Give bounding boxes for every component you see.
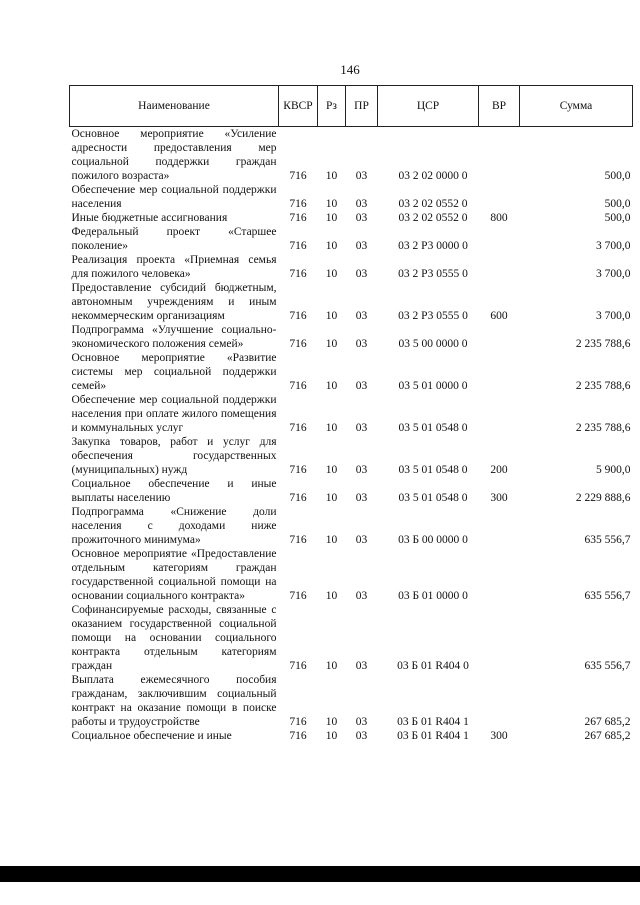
cell-pr: 03 (355, 492, 368, 504)
cell-csr: 03 5 01 0548 0 (398, 464, 468, 476)
bottom-scan-bar (0, 866, 640, 882)
cell-csr: 03 Б 00 0000 0 (398, 534, 468, 546)
table-row (70, 127, 633, 184)
cell-sum: 267 685,2 (584, 716, 631, 728)
cell-name: Закупка товаров, работ и услуг для обеспечения государственных (муниципальных) нужд (71, 436, 277, 476)
table-row (70, 351, 633, 393)
cell-sum: 3 700,0 (596, 240, 631, 252)
cell-kvsr: 716 (289, 422, 307, 434)
cell-pr: 03 (355, 198, 368, 210)
cell-kvsr: 716 (289, 534, 307, 546)
header-kvsr: КВСР (279, 86, 318, 127)
cell-kvsr: 716 (289, 338, 307, 350)
cell-kvsr: 716 (289, 590, 307, 602)
table-body (70, 127, 633, 744)
cell-vr: 300 (490, 730, 508, 742)
cell-csr: 03 5 01 0548 0 (398, 422, 468, 434)
cell-csr: 03 2 02 0552 0 (398, 198, 468, 210)
cell-name: Обеспечение мер социальной поддержки населения при оплате жилого помещения и коммунальных услуг (71, 394, 277, 434)
cell-rz: 10 (325, 380, 338, 392)
table-row (70, 547, 633, 603)
cell-pr: 03 (355, 338, 368, 350)
cell-sum: 2 229 888,6 (575, 492, 631, 504)
cell-kvsr: 716 (289, 380, 307, 392)
cell-vr (479, 183, 520, 211)
cell-csr: 03 2 P3 0555 0 (398, 268, 468, 280)
cell-rz: 10 (325, 170, 338, 182)
cell-sum: 2 235 788,6 (575, 422, 631, 434)
cell-name: Софинансируемые расходы, связанные с оказанием государственной социальной помощи на основании социального контракта отдельным категориям граждан (71, 604, 277, 672)
cell-csr: 03 Б 01 0000 0 (398, 590, 468, 602)
table-row (70, 225, 633, 253)
cell-vr: 800 (490, 212, 508, 224)
table-row (70, 477, 633, 505)
table-row (70, 211, 633, 225)
cell-name: Основное мероприятие «Предоставление отдельным категориям граждан государственной социальной помощи на основании социального контракта» (71, 548, 277, 602)
table-row (70, 505, 633, 547)
cell-pr: 03 (355, 716, 368, 728)
cell-rz: 10 (325, 240, 338, 252)
budget-table (69, 85, 633, 743)
cell-kvsr: 716 (289, 716, 307, 728)
cell-rz: 10 (325, 590, 338, 602)
cell-vr (479, 351, 520, 393)
cell-pr: 03 (355, 380, 368, 392)
cell-pr: 03 (355, 422, 368, 434)
cell-vr (479, 225, 520, 253)
cell-sum: 500,0 (604, 170, 631, 182)
cell-kvsr: 716 (289, 464, 307, 476)
cell-rz: 10 (325, 268, 338, 280)
header-csr: ЦСР (378, 86, 479, 127)
cell-rz: 10 (325, 492, 338, 504)
table-header-row (70, 86, 633, 127)
cell-kvsr: 716 (289, 240, 307, 252)
cell-kvsr: 716 (289, 170, 307, 182)
cell-vr (479, 393, 520, 435)
cell-name: Подпрограмма «Снижение доли населения с доходами ниже прожиточного минимума» (71, 506, 277, 546)
cell-vr: 300 (490, 492, 508, 504)
cell-name: Обеспечение мер социальной поддержки населения (71, 184, 277, 210)
cell-rz: 10 (325, 730, 338, 742)
table-row (70, 393, 633, 435)
header-rz: Рз (318, 86, 346, 127)
cell-csr: 03 5 01 0000 0 (398, 380, 468, 392)
cell-sum: 2 235 788,6 (575, 338, 631, 350)
table-row (70, 253, 633, 281)
header-pr: ПР (346, 86, 378, 127)
table-row (70, 729, 633, 743)
cell-name: Основное мероприятие «Усиление адресности предоставления мер социальной поддержки граждан пожилого возраста» (71, 128, 277, 182)
cell-sum: 3 700,0 (596, 310, 631, 322)
cell-kvsr: 716 (289, 268, 307, 280)
cell-vr (479, 547, 520, 603)
table-row (70, 435, 633, 477)
cell-rz: 10 (325, 534, 338, 546)
cell-rz: 10 (325, 338, 338, 350)
cell-rz: 10 (325, 198, 338, 210)
cell-rz: 10 (325, 464, 338, 476)
cell-sum: 267 685,2 (584, 730, 631, 742)
cell-rz: 10 (325, 212, 338, 224)
table-row (70, 673, 633, 729)
cell-pr: 03 (355, 660, 368, 672)
cell-vr: 600 (490, 310, 508, 322)
cell-csr: 03 Б 01 R404 0 (397, 660, 469, 672)
cell-csr: 03 5 01 0548 0 (398, 492, 468, 504)
cell-name: Социальное обеспечение и иные (71, 730, 232, 742)
cell-vr (479, 253, 520, 281)
cell-vr (479, 127, 520, 184)
table-row (70, 281, 633, 323)
cell-name: Федеральный проект «Старшее поколение» (71, 226, 277, 252)
cell-name: Подпрограмма «Улучшение социально-экономического положения семей» (71, 324, 277, 350)
cell-csr: 03 2 P3 0555 0 (398, 310, 468, 322)
cell-kvsr: 716 (289, 730, 307, 742)
cell-vr (479, 603, 520, 673)
cell-name: Реализация проекта «Приемная семья для пожилого человека» (71, 254, 277, 280)
cell-sum: 635 556,7 (584, 590, 631, 602)
table-row (70, 603, 633, 673)
cell-csr: 03 2 02 0552 0 (398, 212, 468, 224)
cell-sum: 500,0 (604, 212, 631, 224)
cell-sum: 2 235 788,6 (575, 380, 631, 392)
cell-rz: 10 (325, 310, 338, 322)
cell-rz: 10 (325, 716, 338, 728)
cell-kvsr: 716 (289, 310, 307, 322)
cell-pr: 03 (355, 268, 368, 280)
cell-name: Иные бюджетные ассигнования (71, 212, 228, 224)
cell-vr (479, 505, 520, 547)
cell-name: Основное мероприятие «Развитие системы мер социальной поддержки семей» (71, 352, 277, 392)
cell-name: Предоставление субсидий бюджетным, автономным учреждениям и иным некоммерческим организациям (71, 282, 277, 322)
cell-pr: 03 (355, 730, 368, 742)
cell-csr: 03 2 P3 0000 0 (398, 240, 468, 252)
cell-pr: 03 (355, 464, 368, 476)
header-sum: Сумма (520, 86, 633, 127)
cell-kvsr: 716 (289, 660, 307, 672)
cell-csr: 03 2 02 0000 0 (398, 170, 468, 182)
cell-kvsr: 716 (289, 212, 307, 224)
cell-name: Выплата ежемесячного пособия гражданам, заключившим социальный контракт на оказание помощи в поиске работы и трудоустройстве (71, 674, 277, 728)
cell-rz: 10 (325, 422, 338, 434)
cell-pr: 03 (355, 310, 368, 322)
cell-name: Социальное обеспечение и иные выплаты населению (71, 478, 277, 504)
cell-pr: 03 (355, 170, 368, 182)
cell-pr: 03 (355, 240, 368, 252)
cell-vr (479, 673, 520, 729)
cell-pr: 03 (355, 534, 368, 546)
page-number: 146 (340, 62, 360, 77)
cell-sum: 635 556,7 (584, 534, 631, 546)
cell-vr (479, 323, 520, 351)
cell-vr: 200 (490, 464, 508, 476)
cell-csr: 03 5 00 0000 0 (398, 338, 468, 350)
cell-sum: 635 556,7 (584, 660, 631, 672)
cell-sum: 500,0 (604, 198, 631, 210)
cell-pr: 03 (355, 212, 368, 224)
cell-pr: 03 (355, 590, 368, 602)
cell-kvsr: 716 (289, 198, 307, 210)
cell-sum: 5 900,0 (596, 464, 631, 476)
cell-csr: 03 Б 01 R404 1 (397, 730, 469, 742)
cell-kvsr: 716 (289, 492, 307, 504)
cell-rz: 10 (325, 660, 338, 672)
header-vr: ВР (479, 86, 520, 127)
table-row (70, 323, 633, 351)
table-row (70, 183, 633, 211)
cell-csr: 03 Б 01 R404 1 (397, 716, 469, 728)
cell-sum: 3 700,0 (596, 268, 631, 280)
header-name: Наименование (70, 86, 279, 127)
